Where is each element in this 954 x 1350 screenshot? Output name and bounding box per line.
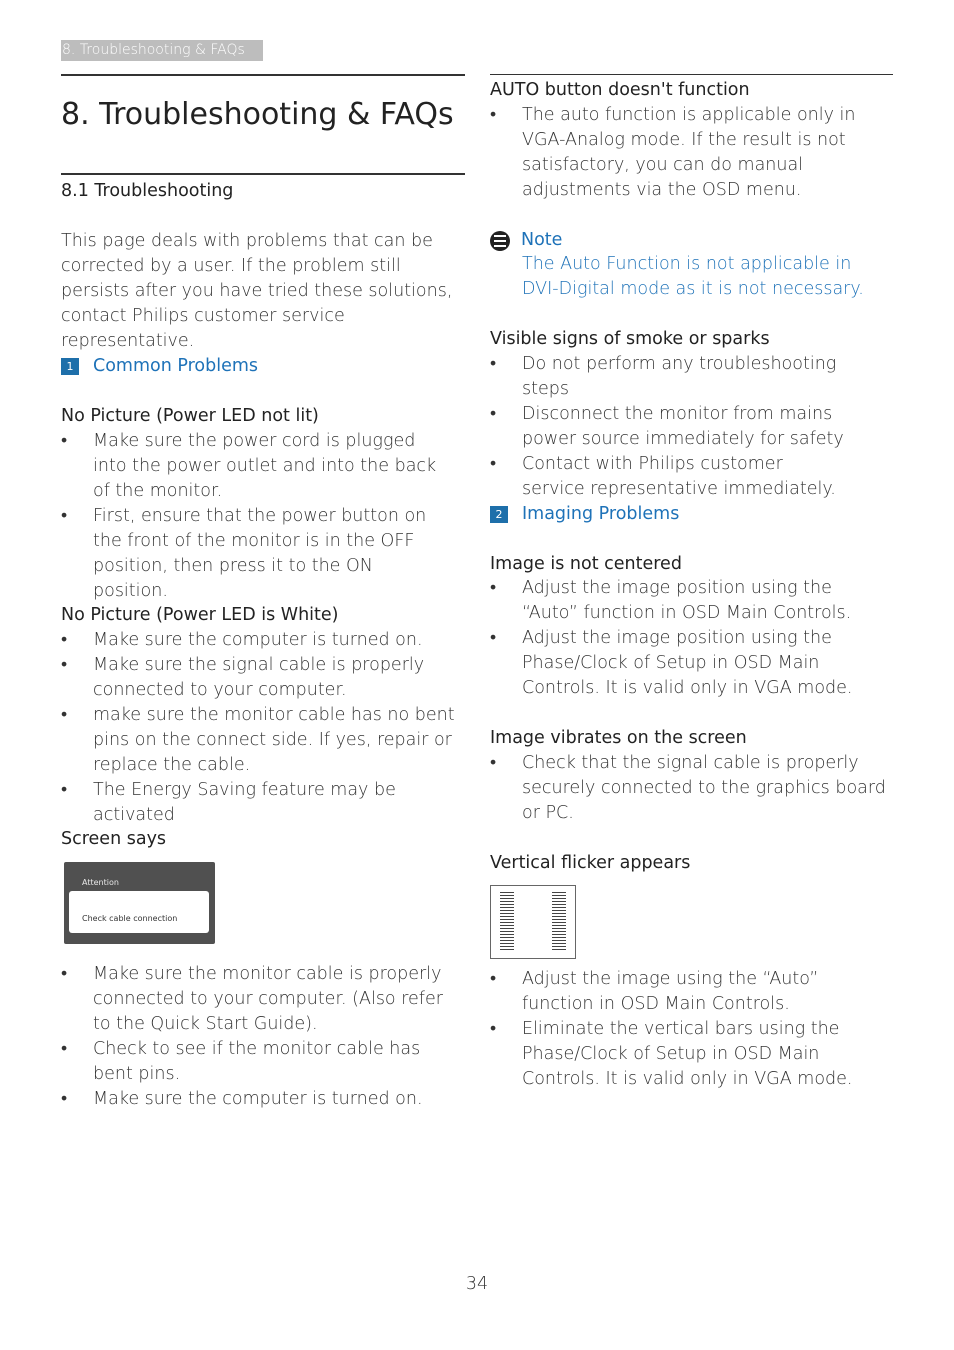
list-item: • Make sure the power cord is plugged into the power outlet and into the back of the monitor. [61,429,441,504]
list-item: • Make sure the signal cable is properly connected to your computer. [61,653,433,703]
list-item: • Check that the signal cable is properly securely connected to the graphics board or PC. [490,751,890,826]
common-problems-label: Common Problems [93,356,259,376]
chapter-title: 8. Troubleshooting & FAQs [61,97,454,132]
not-centered-list [490,576,875,701]
smoke-list [490,352,880,502]
list-item: • Contact with Philips customer service representative immediately. [490,452,842,502]
list-item: • Make sure the computer is turned on. [61,628,466,653]
auto-button-title: AUTO button doesn't function [490,80,750,100]
vibrates-list [490,751,890,826]
section-top-rule [61,173,465,175]
flicker-title: Vertical flicker appears [490,853,691,873]
flicker-list [490,967,893,1092]
list-item: • Make sure the monitor cable is properly connected to your computer. (Also refer to the Quick Start Guide). [61,962,451,1037]
vibrates-title: Image vibrates on the screen [490,728,747,748]
list-item: • Check to see if the monitor cable has bent pins. [61,1037,451,1087]
list-item: • Adjust the image using the “Auto” function in OSD Main Controls. [490,967,893,1017]
section-number-badge: 2 [490,506,508,523]
list-item: • Make sure the computer is turned on. [61,1087,451,1112]
section-number-badge: 1 [61,358,79,375]
no-picture-off-title: No Picture (Power LED not lit) [61,406,319,426]
header-chapter-tab: 8. Troubleshooting & FAQs [61,40,263,61]
screen-says-title: Screen says [61,829,167,849]
list-item: • The auto function is applicable only in VGA-Analog mode. If the result is not satisfactory, you can do manual adjustments via the OSD menu. [490,103,886,203]
osd-message: Check cable connection [82,914,178,923]
flicker-band [500,892,514,950]
list-item: • First, ensure that the power button on the front of the monitor is in the OFF position, then press it to the ON position. [61,504,441,604]
osd-title: Attention [82,878,119,887]
note-title: Note [521,230,563,250]
smoke-title: Visible signs of smoke or sparks [490,329,770,349]
no-picture-white-title: No Picture (Power LED is White) [61,605,339,625]
note-text: The Auto Function is not applicable in DVI-Digital mode as it is not necessary. [522,254,864,299]
list-item: • Adjust the image position using the Phase/Clock of Setup in OSD Main Controls. It is valid only in VGA mode. [490,626,875,701]
imaging-problems-heading [490,502,679,527]
osd-attention-dialog [64,862,215,944]
screen-says-list [61,962,451,1112]
list-item: • Adjust the image position using the “Auto” function in OSD Main Controls. [490,576,875,626]
vertical-flicker-image [490,885,576,959]
no-picture-white-list [61,628,466,828]
not-centered-title: Image is not centered [490,554,682,574]
list-item: • Do not perform any troubleshooting steps [490,352,880,402]
auto-button-list [490,103,886,203]
note-icon [490,231,510,251]
list-item: • Eliminate the vertical bars using the Phase/Clock of Setup in OSD Main Controls. It is valid only in VGA mode. [490,1017,893,1092]
osd-message-box [69,891,209,933]
note-heading [490,228,562,253]
page-number: 34 [465,1274,489,1294]
common-problems-heading [61,354,258,379]
list-item: • Disconnect the monitor from mains power source immediately for safety [490,402,880,452]
intro-paragraph: This page deals with problems that can be corrected by a user. If the problem still persists after you have tried these solutions, contact Philips customer service representative. [61,231,453,351]
section-title: 8.1 Troubleshooting [61,181,234,201]
list-item: • The Energy Saving feature may be activated [61,778,466,828]
right-top-rule [490,74,893,75]
title-top-rule [61,74,465,76]
list-item: • make sure the monitor cable has no bent pins on the connect side. If yes, repair or replace the cable. [61,703,466,778]
imaging-problems-label: Imaging Problems [522,504,680,524]
no-picture-off-list [61,429,441,604]
flicker-band [552,892,566,950]
